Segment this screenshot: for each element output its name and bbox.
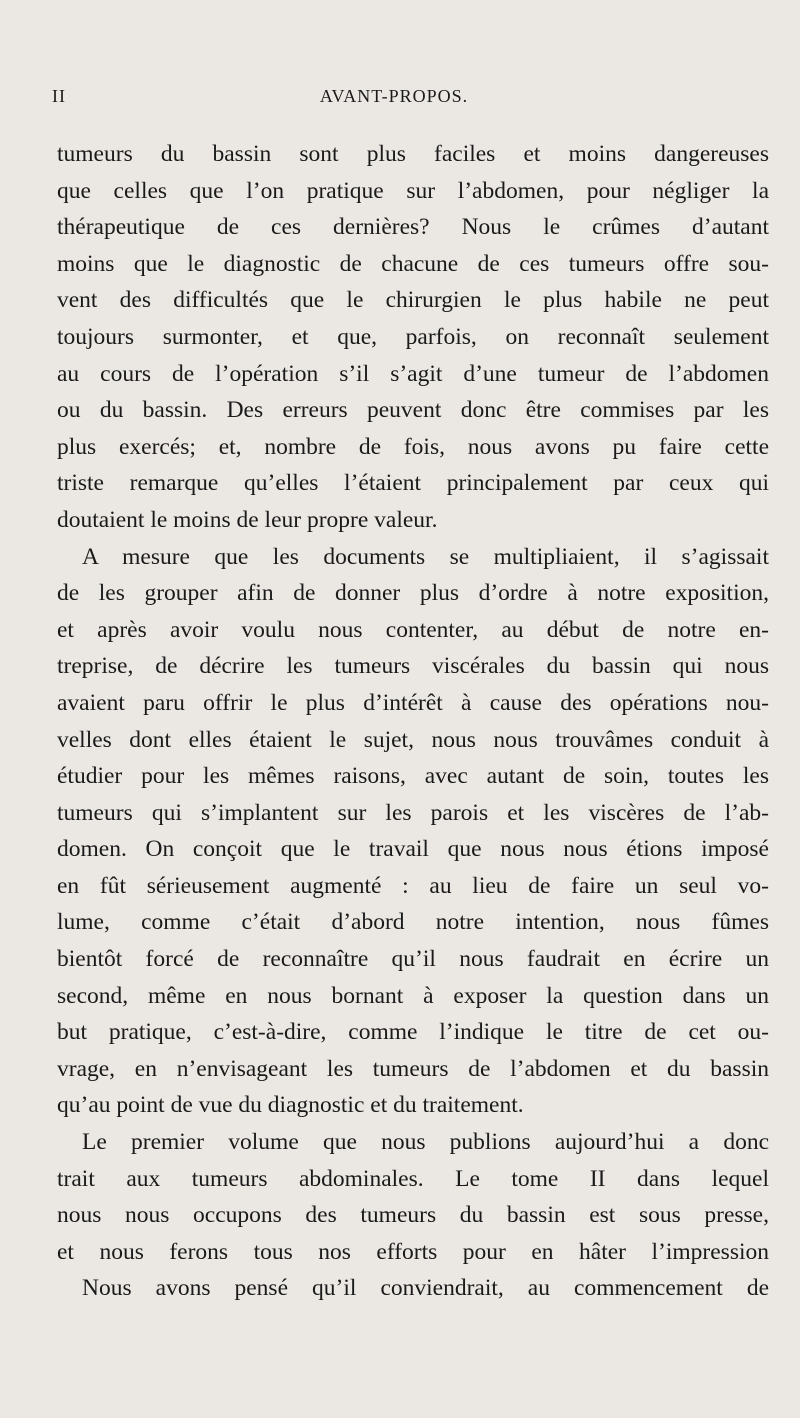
running-head (52, 86, 736, 112)
text-line: Le premier volume que nous publions aujourd’hui a donc (82, 1129, 769, 1156)
text-line: au cours de l’opération s’il s’agit d’une tumeur de l’abdomen (57, 360, 769, 387)
text-line: ou du bassin. Des erreurs peuvent donc être commises par les (57, 397, 769, 424)
text-line: bientôt forcé de reconnaître qu’il nous faudrait en écrire un (57, 946, 769, 973)
body-text (57, 136, 769, 1307)
text-line: nous nous occupons des tumeurs du bassin est sous presse, (57, 1202, 769, 1229)
text-line: triste remarque qu’elles l’étaient principalement par ceux qui (57, 470, 769, 497)
text-line: A mesure que les documents se multipliaient, il s’agissait (82, 543, 769, 570)
text-line: doutaient le moins de leur propre valeur. (57, 506, 438, 533)
text-line: Nous avons pensé qu’il conviendrait, au commencement de (82, 1275, 769, 1302)
text-line: que celles que l’on pratique sur l’abdomen, pour négliger la (57, 177, 769, 204)
text-line: second, même en nous bornant à exposer la question dans un (57, 982, 769, 1009)
text-line: vrage, en n’envisageant les tumeurs de l’abdomen et du bassin (57, 1055, 769, 1082)
page-number: II (52, 86, 66, 106)
text-line: plus exercés; et, nombre de fois, nous avons pu faire cette (57, 433, 769, 460)
text-line: en fût sérieusement augmenté : au lieu de faire un seul vo- (57, 872, 769, 899)
text-line: but pratique, c’est-à-dire, comme l’indique le titre de cet ou- (57, 1019, 769, 1046)
text-line: domen. On conçoit que le travail que nous nous étions imposé (57, 836, 769, 863)
text-line: thérapeutique de ces dernières? Nous le crûmes d’autant (57, 214, 769, 241)
running-title: AVANT-PROPOS. (319, 86, 469, 106)
text-line: tumeurs du bassin sont plus faciles et moins dangereuses (57, 141, 769, 167)
text-line: avaient paru offrir le plus d’intérêt à cause des opérations nou- (57, 689, 769, 716)
text-line: vent des difficultés que le chirurgien le plus habile ne peut (57, 287, 769, 314)
text-line: et après avoir voulu nous contenter, au début de notre en- (57, 616, 769, 643)
text-line: toujours surmonter, et que, parfois, on reconnaît seulement (57, 323, 769, 350)
text-line: velles dont elles étaient le sujet, nous nous trouvâmes conduit à (57, 726, 769, 753)
text-line: lume, comme c’était d’abord notre intention, nous fûmes (57, 909, 769, 936)
text-line: étudier pour les mêmes raisons, avec autant de soin, toutes les (57, 763, 769, 790)
text-line: de les grouper afin de donner plus d’ordre à notre exposition, (57, 580, 769, 607)
text-line: qu’au point de vue du diagnostic et du traitement. (57, 1092, 524, 1119)
text-line: treprise, de décrire les tumeurs viscérales du bassin qui nous (57, 653, 769, 680)
text-line: tumeurs qui s’implantent sur les parois et les viscères de l’ab- (57, 799, 769, 826)
text-line: moins que le diagnostic de chacune de ces tumeurs offre sou- (57, 250, 769, 277)
text-line: et nous ferons tous nos efforts pour en hâter l’impression (57, 1238, 769, 1265)
text-line: trait aux tumeurs abdominales. Le tome II dans lequel (57, 1165, 769, 1192)
